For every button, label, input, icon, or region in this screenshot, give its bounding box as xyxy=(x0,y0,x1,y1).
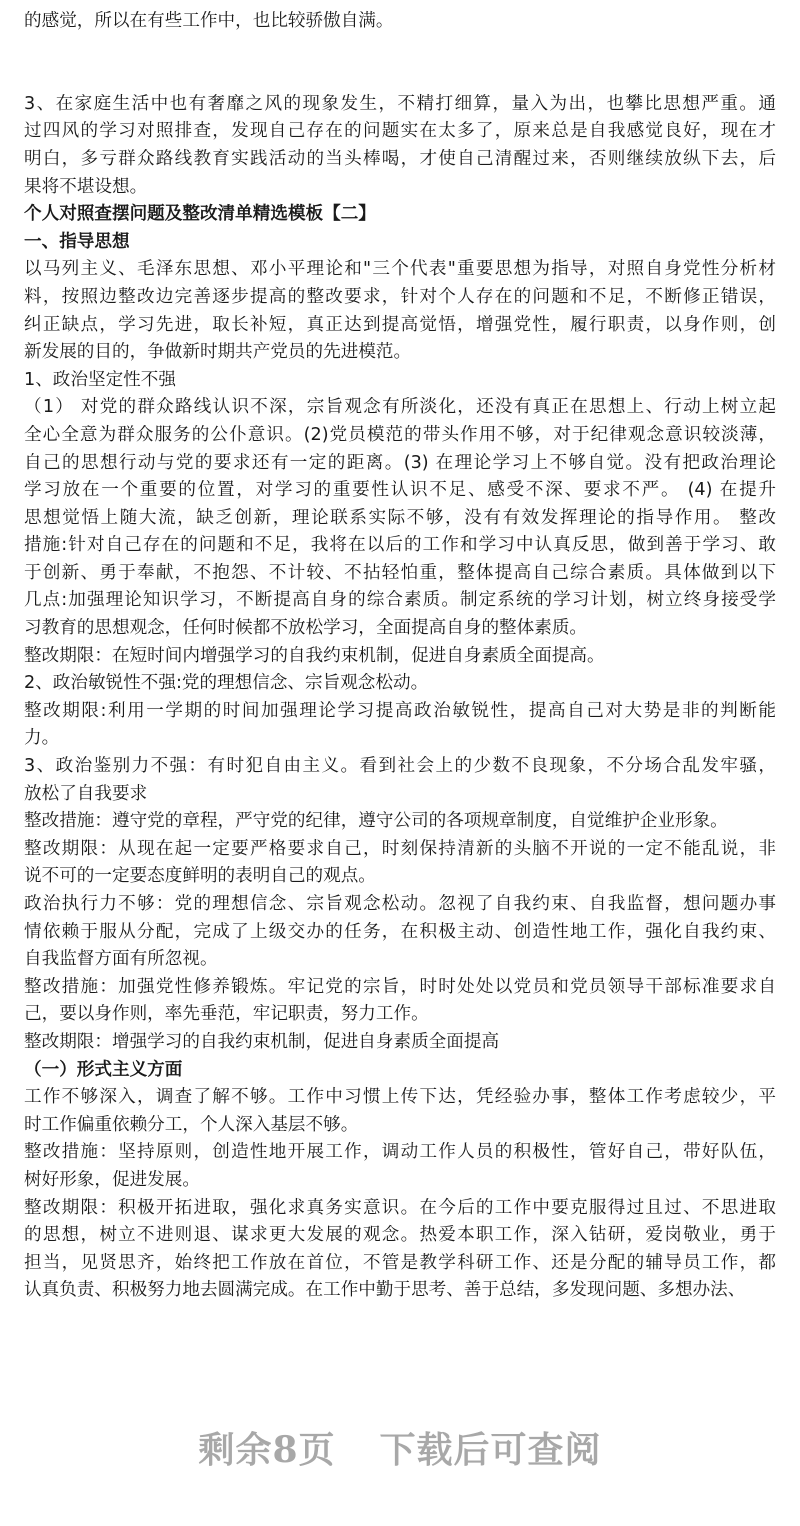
download-prompt-banner[interactable] xyxy=(0,1422,800,1473)
paragraph xyxy=(24,1139,776,1194)
text-line: 整改措施：遵守党的章程，严守党的纪律，遵守公司的各项规章制度，自觉维护企业形象。 xyxy=(24,811,728,832)
text-line: 放松了自我要求 xyxy=(24,783,148,804)
paragraph xyxy=(24,367,776,395)
paragraph xyxy=(24,256,776,366)
section-heading xyxy=(24,1057,776,1085)
text-line: 思想觉悟上随大流，缺乏创新，理论联系实际不够，没有有效发挥理论的指导作用。 整改 xyxy=(24,507,776,528)
text-line: 说不可的一定要态度鲜明的表明自己的观点。 xyxy=(24,866,376,887)
paragraph xyxy=(24,753,776,808)
text-line: 一、指导思想 xyxy=(24,231,130,252)
paragraph xyxy=(24,891,776,974)
text-line: 于创新、勇于奉献，不抱怨、不计较、不拈轻怕重，整体提高自己综合素质。具体做到以下 xyxy=(24,562,776,583)
blank-space xyxy=(24,36,776,91)
document-body xyxy=(24,8,776,1305)
text-line: 3、政治鉴别力不强：有时犯自由主义。看到社会上的少数不良现象，不分场合乱发牢骚， xyxy=(24,756,776,777)
text-line: 自我监督方面有所忽视。 xyxy=(24,949,218,970)
text-line: 工作不够深入，调查了解不够。工作中习惯上传下达，凭经验办事，整体工作考虑较少，平 xyxy=(24,1087,776,1108)
text-line: 几点:加强理论知识学习，不断提高自身的综合素质。制定系统的学习计划，树立终身接受学 xyxy=(24,590,776,611)
text-line: 的思想，树立不进则退、谋求更大发展的观念。热爱本职工作，深入钻研，爱岗敬业，勇于 xyxy=(24,1225,776,1246)
text-line: 明白，多亏群众路线教育实践活动的当头棒喝，才使自己清醒过来，否则继续放纵下去，后 xyxy=(24,148,776,169)
paragraph xyxy=(24,91,776,201)
text-line: 3、在家庭生活中也有奢靡之风的现象发生，不精打细算，量入为出，也攀比思想严重。通 xyxy=(24,93,776,114)
text-line: （1） 对党的群众路线认识不深，宗旨观念有所淡化，还没有真正在思想上、行动上树立起 xyxy=(24,397,776,418)
text-line: 学习放在一个重要的位置，对学习的重要性认识不足、感受不深、要求不严。 (4) 在提升 xyxy=(24,480,776,501)
paragraph xyxy=(24,836,776,891)
paragraph xyxy=(24,1084,776,1139)
text-line: 习教育的思想观念，任何时候都不放松学习，全面提高自身的整体素质。 xyxy=(24,618,588,639)
text-line: 果将不堪设想。 xyxy=(24,176,148,197)
text-line: 纠正缺点，学习先进，取长补短，真正达到提高觉悟，增强党性，履行职责，以身作则，创 xyxy=(24,314,776,335)
text-line: 全心全意为群众服务的公仆意识。(2)党员模范的带头作用不够，对于纪律观念意识较淡薄， xyxy=(24,424,776,445)
text-line: 1、政治坚定性不强 xyxy=(24,369,176,390)
section-heading xyxy=(24,201,776,229)
download-to-view-text[interactable]: 下载后可查阅 xyxy=(379,1429,602,1471)
text-line: 自己的思想行动与党的要求还有一定的距离。(3) 在理论学习上不够自觉。没有把政治理论 xyxy=(24,452,776,473)
text-line: 整改期限：增强学习的自我约束机制，促进自身素质全面提高 xyxy=(24,1031,500,1052)
text-line: 2、政治敏锐性不强:党的理想信念、宗旨观念松动。 xyxy=(24,673,429,694)
text-line: 政治执行力不够：党的理想信念、宗旨观念松动。忽视了自我约束、自我监督，想问题办事 xyxy=(24,894,776,914)
text-line: 新发展的目的，争做新时期共产党员的先进模范。 xyxy=(24,342,412,363)
text-line: 整改期限：从现在起一定要严格要求自己，时刻保持清新的头脑不开说的一定不能乱说，非 xyxy=(24,838,776,859)
text-line: 个人对照查摆问题及整改清单精选模板【二】 xyxy=(24,204,376,225)
paragraph xyxy=(24,670,776,698)
text-line: 整改期限：在短时间内增强学习的自我约束机制，促进自身素质全面提高。 xyxy=(24,645,605,666)
text-line: 整改措施：坚持原则，创造性地开展工作，调动工作人员的积极性，管好自己，带好队伍， xyxy=(24,1142,776,1163)
text-line: 力。 xyxy=(24,728,60,749)
paragraph xyxy=(24,1195,776,1305)
text-line: 树好形象，促进发展。 xyxy=(24,1169,200,1190)
text-line: 己，要以身作则，率先垂范，牢记职责，努力工作。 xyxy=(24,1004,429,1025)
text-line: 过四风的学习对照排查，发现自己存在的问题实在太多了，原来总是自我感觉良好，现在才 xyxy=(24,121,776,142)
text-line: 整改期限:利用一学期的时间加强理论学习提高政治敏锐性，提高自己对大势是非的判断能 xyxy=(24,700,776,721)
text-line: 的感觉，所以在有些工作中，也比较骄傲自满。 xyxy=(24,11,394,31)
text-line: （一）形式主义方面 xyxy=(24,1059,183,1080)
text-line: 认真负责、积极努力地去圆满完成。在工作中勤于思考、善于总结，多发现问题、多想办法、 xyxy=(24,1280,746,1301)
remaining-pages-text: 剩余8页 xyxy=(198,1429,336,1471)
text-line: 时工作偏重依赖分工，个人深入基层不够。 xyxy=(24,1114,359,1135)
paragraph xyxy=(24,974,776,1029)
paragraph xyxy=(24,808,776,836)
paragraph xyxy=(24,394,776,642)
text-line: 措施:针对自己存在的问题和不足，我将在以后的工作和学习中认真反思，做到善于学习、敢 xyxy=(24,535,776,556)
text-line: 担当，见贤思齐，始终把工作放在首位，不管是教学科研工作、还是分配的辅导员工作，都 xyxy=(24,1252,776,1273)
text-line: 料，按照边整改边完善逐步提高的整改要求，针对个人存在的问题和不足，不断修正错误， xyxy=(24,286,776,307)
text-line: 整改期限：积极开拓进取，强化求真务实意识。在今后的工作中要克服得过且过、不思进取 xyxy=(24,1197,776,1218)
text-line: 情依赖于服从分配，完成了上级交办的任务，在积极主动、创造性地工作，强化自我约束、 xyxy=(24,921,776,942)
section-heading xyxy=(24,229,776,257)
text-line: 以马列主义、毛泽东思想、邓小平理论和"三个代表"重要思想为指导，对照自身党性分析材 xyxy=(24,259,776,280)
paragraph xyxy=(24,698,776,753)
paragraph xyxy=(24,1029,776,1057)
paragraph xyxy=(24,8,776,36)
text-line: 整改措施：加强党性修养锻炼。牢记党的宗旨，时时处处以党员和党员领导干部标准要求自 xyxy=(24,976,776,997)
paragraph xyxy=(24,643,776,671)
